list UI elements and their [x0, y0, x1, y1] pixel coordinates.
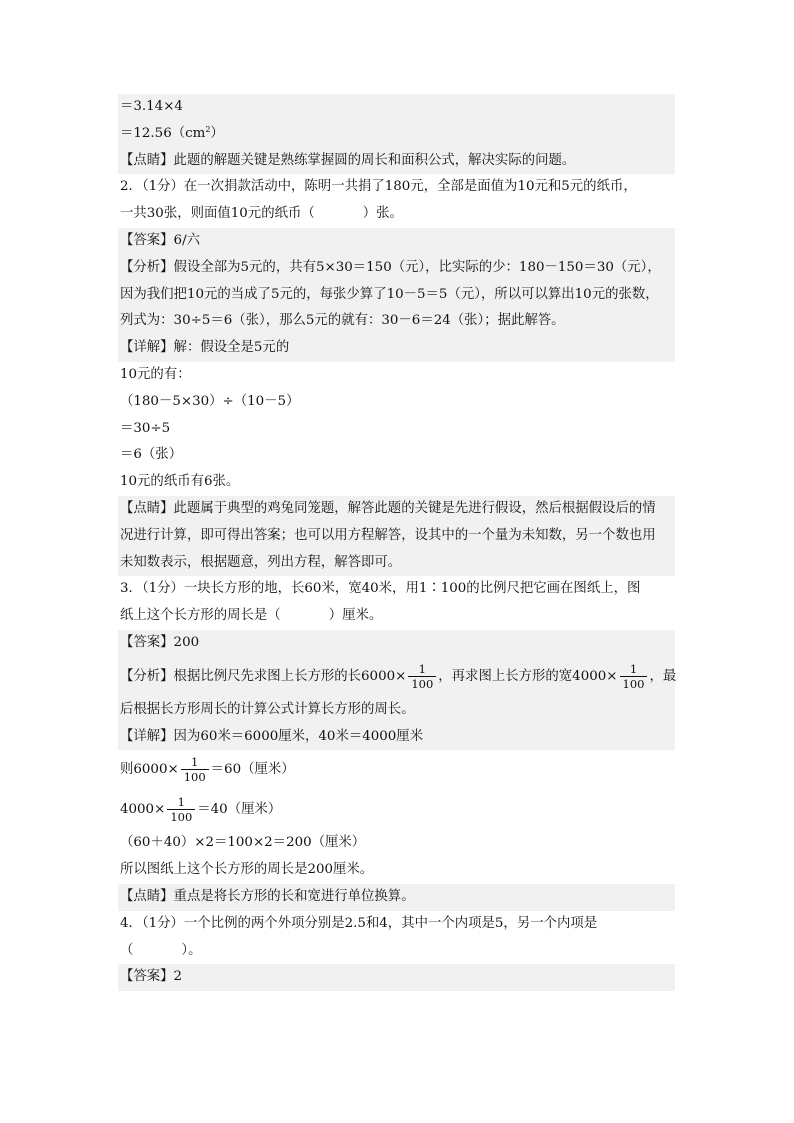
fraction-numerator: 1 — [181, 755, 209, 770]
q3-detail-line-4: （60＋40）×2＝100×2＝200（厘米） — [120, 835, 366, 851]
q2-answer: 【答案】6/六 — [118, 228, 675, 255]
q1-calc-value: ＝12.56（cm — [120, 125, 206, 141]
fraction-numerator: 1 — [620, 662, 648, 677]
q3-analysis-line-2: 后根据长方形周长的计算公式计算长方形的周长。 — [118, 697, 675, 724]
q3-analysis-text-c: ，最 — [649, 668, 677, 684]
fraction — [167, 795, 195, 824]
q3-detail-text-b: ＝60（厘米） — [210, 762, 295, 778]
q2-analysis-line-2: 因为我们把10元的当成了5元的，每张少算了10－5＝5（元），所以可以算出10元的张数， — [118, 282, 675, 309]
q3-comment: 【点睛】重点是将长方形的长和宽进行单位换算。 — [118, 884, 675, 911]
q3-detail-line-2 — [118, 750, 675, 790]
q3-analysis-text-a: 【分析】根据比例尺先求图上长方形的长6000× — [120, 668, 407, 684]
q3-detail-line-3 — [118, 790, 675, 830]
q3-question-line-1: 3．（1分）一块长方形的地，长60米，宽40米，用1∶100的比例尺把它画在图纸上，图 — [120, 581, 641, 597]
q2-detail-line-4: ＝30÷5 — [120, 420, 171, 436]
fraction-numerator: 1 — [408, 662, 436, 677]
q1-calc-line-2 — [118, 121, 675, 148]
fraction-denominator: 100 — [622, 676, 645, 691]
q2-detail-line-2: 10元的有： — [120, 366, 191, 382]
q2-question-text: 一共30张，则面值10元的纸币（ — [120, 206, 315, 222]
fraction — [181, 755, 209, 784]
q4-question-line-1: 4．（1分）一个比例的两个外项分别是2.5和4，其中一个内项是5，另一个内项是 — [120, 915, 598, 931]
q3-detail-line-1: 【详解】因为60米＝6000厘米，40米＝4000厘米 — [118, 724, 675, 751]
q1-comment: 【点睛】此题的解题关键是熟练掌握圆的周长和面积公式，解决实际的问题。 — [118, 148, 675, 175]
q3-question-text: 纸上这个长方形的周长是（ — [120, 608, 281, 624]
q2-question-line-2 — [118, 201, 675, 228]
fraction — [620, 662, 648, 691]
q3-analysis-text-b: ，再求图上长方形的宽4000× — [438, 668, 618, 684]
q2-detail-line-1: 【详解】解：假设全是5元的 — [118, 335, 675, 362]
q1-calc-line-1: ＝3.14×4 — [118, 94, 675, 121]
q1-calc-end: ） — [210, 125, 224, 141]
q4-question-text: （ — [120, 942, 134, 958]
q2-detail-line-6: 10元的纸币有6张。 — [120, 474, 240, 490]
q2-question-line-1: 2．（1分）在一次捐款活动中，陈明一共捐了180元，全部是面值为10元和5元的纸币， — [120, 179, 637, 195]
q3-question-end: ）厘米。 — [328, 608, 383, 624]
q2-analysis-line-3: 列式为：30÷5＝6（张），那么5元的就有：30－6＝24（张）；据此解答。 — [118, 308, 675, 335]
q4-answer: 【答案】2 — [118, 964, 675, 991]
q3-detail-text-a: 则6000× — [120, 762, 179, 778]
q3-detail-text-b: ＝40（厘米） — [197, 802, 282, 818]
q2-analysis-line-1: 【分析】假设全部为5元的，共有5×30＝150（元），比实际的少：180－150＝30（元）， — [118, 255, 675, 282]
q3-detail-text-a: 4000× — [120, 802, 166, 818]
q1-unit-exponent: 2 — [205, 124, 211, 134]
q3-question-line-2 — [118, 603, 675, 630]
q3-detail-line-5: 所以图纸上这个长方形的周长是200厘米。 — [120, 862, 374, 878]
q2-comment-line-1: 【点睛】此题属于典型的鸡兔同笼题，解答此题的关键是先进行假设，然后根据假设后的情 — [118, 496, 675, 523]
q3-answer: 【答案】200 — [118, 630, 675, 657]
q3-analysis-line-1 — [118, 657, 675, 697]
fraction — [408, 662, 436, 691]
document-page — [118, 94, 675, 991]
q2-question-end: ）张。 — [362, 206, 403, 222]
q2-detail-line-3: （180－5×30）÷（10－5） — [120, 393, 300, 409]
q2-detail-line-5: ＝6（张） — [120, 447, 183, 463]
fraction-denominator: 100 — [170, 810, 193, 825]
q2-comment-line-3: 未知数表示，根据题意，列出方程，解答即可。 — [118, 550, 675, 577]
q4-question-end: ）。 — [181, 942, 202, 958]
fraction-denominator: 100 — [411, 676, 434, 691]
q2-comment-line-2: 况进行计算，即可得出答案；也可以用方程解答，设其中的一个量为未知数，另一个数也用 — [118, 523, 675, 550]
fraction-denominator: 100 — [183, 770, 206, 785]
q4-question-line-2 — [118, 938, 675, 965]
fraction-numerator: 1 — [167, 795, 195, 810]
